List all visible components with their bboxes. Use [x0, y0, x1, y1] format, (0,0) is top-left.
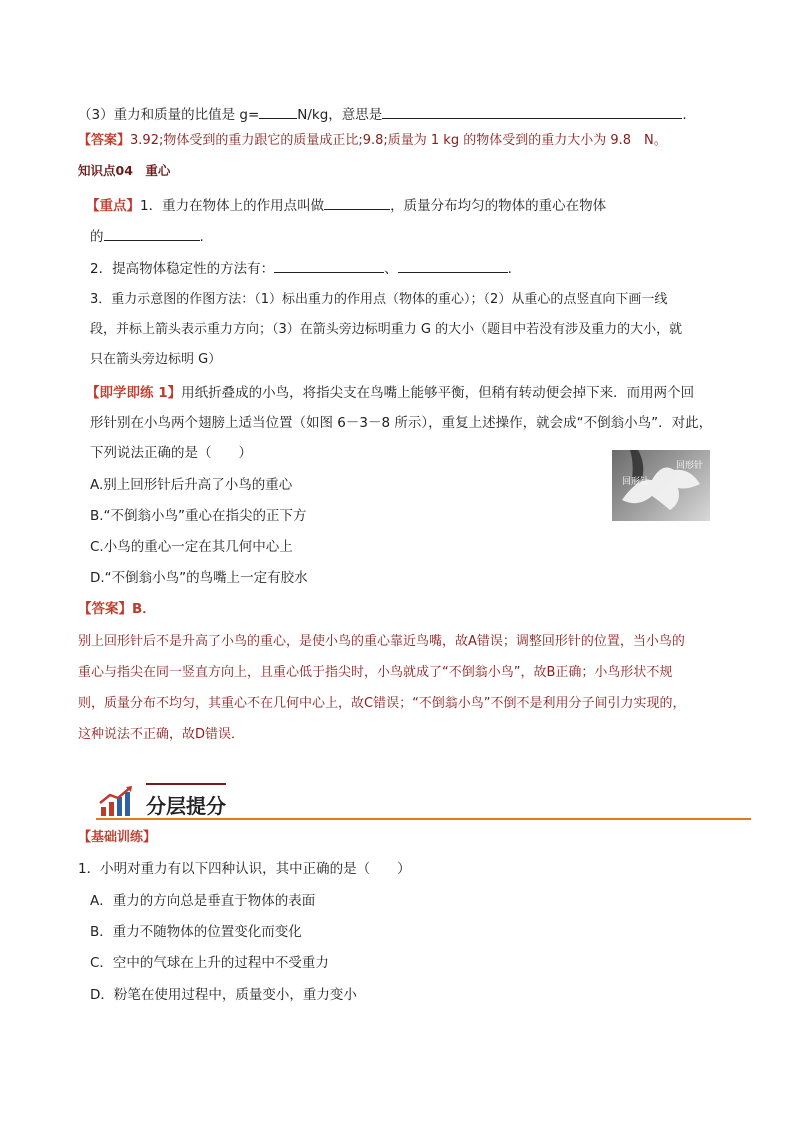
answer-text: 3.92;物体受到的重力跟它的质量成正比;9.8;质量为 1 kg 的物体受到的重力大小为 9.8 N。	[130, 133, 667, 148]
section-title: 分层提分	[146, 794, 226, 818]
basic-option-c: C．空中的气球在上升的过程中不受重力	[90, 955, 329, 971]
answer-blank	[324, 195, 390, 210]
answer-2-line-1: 别上回形针后不是升高了小鸟的重心，是使小鸟的重心靠近鸟嘴，故A错误；调整回形针的位置，当小鸟的	[78, 634, 685, 649]
key-point-label: 【重点】	[86, 198, 140, 214]
key-point-line-1b: 的 .	[90, 226, 204, 247]
answer-blank	[274, 258, 384, 273]
answer-blank	[382, 104, 682, 119]
section-underline	[96, 818, 751, 820]
answer-blank	[259, 104, 297, 119]
question-3-text: （3）重力和质量的比值是 g=	[78, 107, 260, 123]
answer-blank	[104, 226, 200, 241]
section-top-rule	[146, 783, 226, 785]
basic-option-d: D．粉笔在使用过程中，质量变小，重力变小	[90, 987, 357, 1003]
key-point-line-3c: 只在箭头旁边标明 G）	[90, 352, 222, 367]
basic-training-label: 【基础训练】	[78, 830, 157, 845]
basic-option-b: B．重力不随物体的位置变化而变化	[90, 924, 302, 940]
basic-question-1: 1．小明对重力有以下四种认识，其中正确的是（ ）	[78, 861, 411, 877]
answer-2-label: 【答案】B．	[78, 601, 156, 617]
answer-1	[78, 131, 667, 151]
basic-option-a: A．重力的方向总是垂直于物体的表面	[90, 893, 316, 909]
paper-bird-figure	[612, 450, 710, 521]
practice-line-3: 下列说法正确的是（ ）	[90, 445, 252, 461]
practice-option-c: C.小鸟的重心一定在其几何中心上	[90, 539, 293, 555]
practice-line-2: 形针别在小鸟两个翅膀上适当位置（如图 6－3－8 所示），重复上述操作，就会成“不倒翁小鸟”．对此，	[90, 415, 713, 431]
practice-line-1: 【即学即练 1】用纸折叠成的小鸟，将指尖支在鸟嘴上能够平衡，但稍有转动便会掉下来．而用两个回	[86, 385, 695, 401]
question-3-unit: N/kg，意思是	[297, 107, 383, 123]
answer-label: 【答案】	[78, 133, 131, 148]
key-point-line-1: 【重点】1．重力在物体上的作用点叫做 ，质量分布均匀的物体的重心在物体	[86, 195, 606, 216]
key-point-line-3b: 段，并标上箭头表示重力方向；（3）在箭头旁边标明重力 G 的大小（题目中若没有涉及重力的大小，就	[90, 322, 683, 337]
knowledge-point-title: 知识点04 重心	[78, 163, 171, 178]
answer-2-line-4: 这种说法不正确，故D错误．	[78, 727, 245, 742]
answer-blank	[398, 258, 508, 273]
practice-option-a: A.别上回形针后升高了小鸟的重心	[90, 477, 293, 493]
practice-option-b: B.“不倒翁小鸟”重心在指尖的正下方	[90, 508, 307, 524]
practice-option-d: D.“不倒翁小鸟”的鸟嘴上一定有胶水	[90, 570, 308, 586]
practice-label: 【即学即练 1】	[86, 385, 182, 401]
answer-2-line-3: 则，质量分布不均匀，其重心不在几何中心上，故C错误；“不倒翁小鸟”不倒不是利用分子间引力实现的，	[78, 696, 686, 711]
figure-label-left: 回形针	[622, 477, 650, 487]
bar-chart-growth-icon	[98, 785, 136, 817]
answer-2-line-2: 重心与指尖在同一竖直方向上，且重心低于指尖时，小鸟就成了“不倒翁小鸟”，故B正确；小鸟形状不规	[78, 665, 673, 680]
question-3: （3）重力和质量的比值是 g= N/kg，意思是 .	[78, 104, 687, 125]
key-point-line-2: 2．提高物体稳定性的方法有： 、 .	[90, 258, 512, 279]
figure-label-right: 回形针	[676, 461, 704, 471]
key-point-line-3a: 3．重力示意图的作图方法：（1）标出重力的作用点（物体的重心）；（2）从重心的点竖直向下画一线	[90, 292, 668, 307]
